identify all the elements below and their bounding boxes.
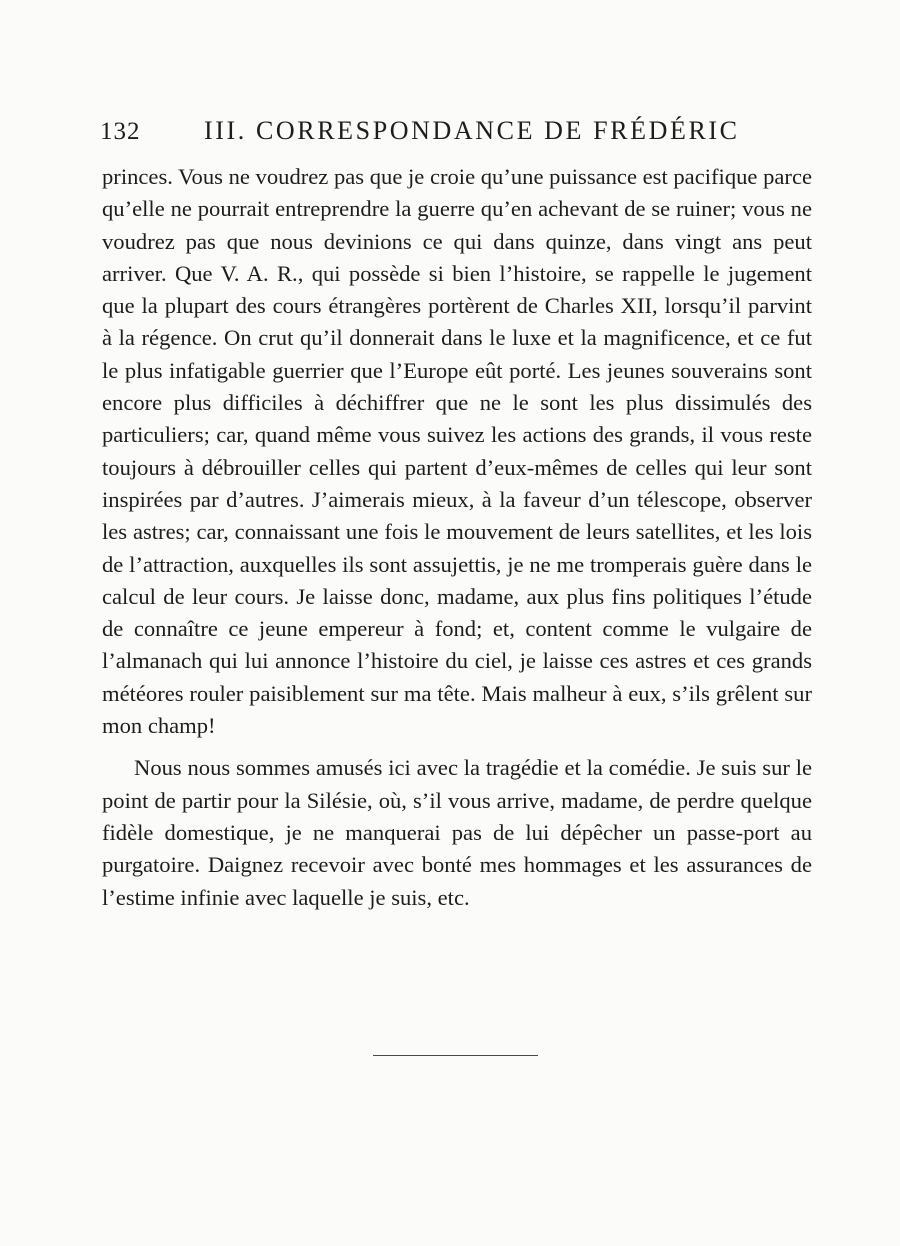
running-title: III. CORRESPONDANCE DE FRÉDÉRIC [204, 116, 740, 145]
paragraph-closing: Nous nous sommes amusés ici avec la tragédie et la comédie. Je suis sur le point de partir pour la Silésie, où, s’il vous arrive, madame, de perdre quelque fidèle domestique, je ne manquerai pas de lui dépêcher un passe-port au purgatoire. Daignez recevoir avec bonté mes hommages et les assurances de l’estime infinie avec laquelle je suis, etc. [102, 755, 812, 910]
paragraph-continued: princes. Vous ne voudrez pas que je croie qu’une puissance est pacifique parce qu’elle ne pourrait entreprendre la guerre qu’en achevant de se ruiner; vous ne voudrez pas que nous devinions ce qui dans quinze, dans vingt ans peut arriver. Que V. A. R., qui possède si bien l’histoire, se rappelle le jugement que la plupart des cours étrangères portèrent de Charles XII, lorsqu’il parvint à la régence. On crut qu’il donnerait dans le luxe et la magnificence, et ce fut le plus infatigable guerrier que l’Europe eût porté. Les jeunes souverains sont encore plus difficiles à déchiffrer que ne le sont les plus dissimulés des particuliers; car, quand même vous suivez les actions des grands, il vous reste toujours à débrouiller celles qui partent d’eux-mêmes de celles qui leur sont inspirées par d’autres. J’aimerais mieux, à la faveur d’un télescope, observer les astres; car, connaissant une fois le mouvement de leurs satellites, et les lois de l’attraction, auxquelles ils sont assujettis, je ne me tromperais guère dans le calcul de leur cours. Je laisse donc, madame, aux plus fins politiques l’étude de connaître ce jeune empereur à fond; et, content comme le vulgaire de l’almanach qui lui annonce l’histoire du ciel, je laisse ces astres et ces grands météores rouler paisiblement sur ma tête. Mais malheur à eux, s’ils grêlent sur mon champ! [102, 164, 812, 739]
running-head [100, 116, 820, 150]
end-rule [373, 1055, 538, 1056]
body-text [102, 161, 812, 914]
page-number: 132 [100, 118, 141, 145]
